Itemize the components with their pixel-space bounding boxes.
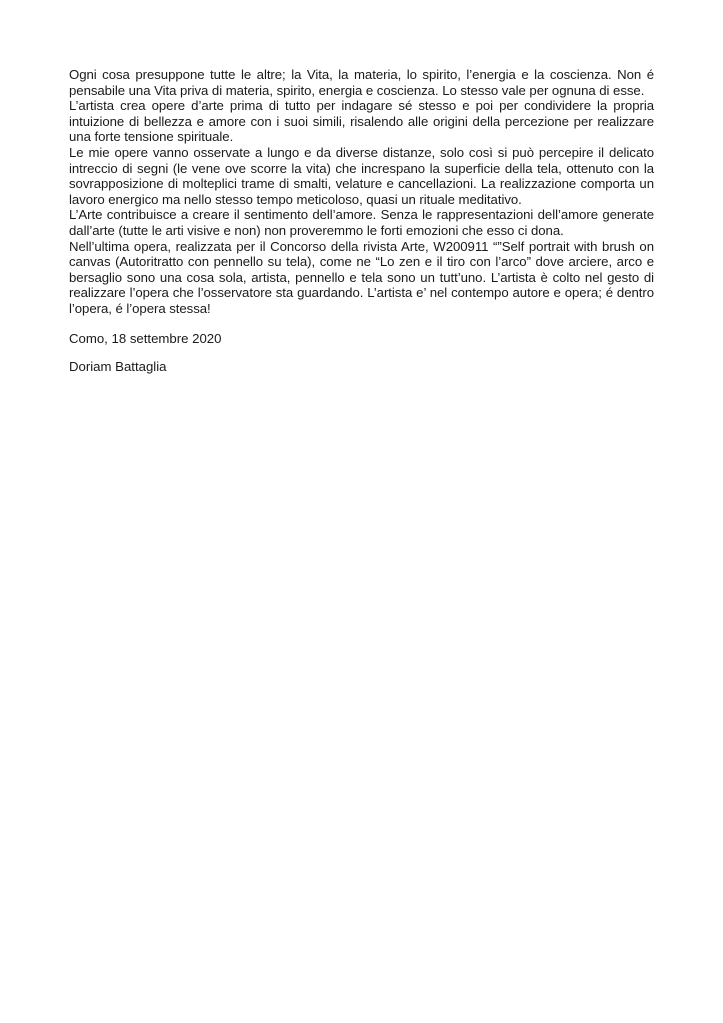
author-name: Doriam Battaglia (69, 359, 167, 374)
paragraph-intro: Ogni cosa presuppone tutte le altre; la Vita, la materia, lo spirito, l’energia e la coscienza. Non é pensabile una Vita priva di materia, spirito, energia e coscienza. Lo stesso vale per ognuna di esse. (69, 67, 654, 98)
paragraph-art-love: L’Arte contribuisce a creare il sentimento dell’amore. Senza le rappresentazioni dell’amore generate dall’arte (tutte le arti visive e non) non proveremmo le forti emozioni che esso ci dona. (69, 207, 654, 238)
body-text (69, 67, 654, 317)
paragraph-last-work: Nell’ultima opera, realizzata per il Concorso della rivista Arte, W200911 “”Self portrait with brush on canvas (Autoritratto con pennello su tela), come ne “Lo zen e il tiro con l’arco” dove arciere, arco e bersaglio sono una cosa sola, artista, pennello e tela sono un tutt’uno. L’artista è colto nel gesto di realizzare l’opera che l’osservatore sta guardando. L’artista e’ nel contempo autore e opera; é dentro l’opera, é l’opera stessa! (69, 238, 654, 316)
date-line: Como, 18 settembre 2020 (69, 331, 222, 346)
paragraph-artist-purpose: L’artista crea opere d’arte prima di tutto per indagare sé stesso e poi per condividere la propria intuizione di bellezza e amore con i suoi simili, risalendo alle origini della percezione per realizzare una forte tensione spirituale. (69, 98, 654, 145)
paragraph-works-observation: Le mie opere vanno osservate a lungo e da diverse distanze, solo così si può percepire il delicato intreccio di segni (le vene ove scorre la vita) che increspano la superficie della tela, ottenuto con la sovrapposizione di molteplici trame di smalti, velature e cancellazioni. La realizzazione comporta un lavoro energico ma nello stesso tempo meticoloso, quasi un rituale meditativo. (69, 144, 654, 207)
